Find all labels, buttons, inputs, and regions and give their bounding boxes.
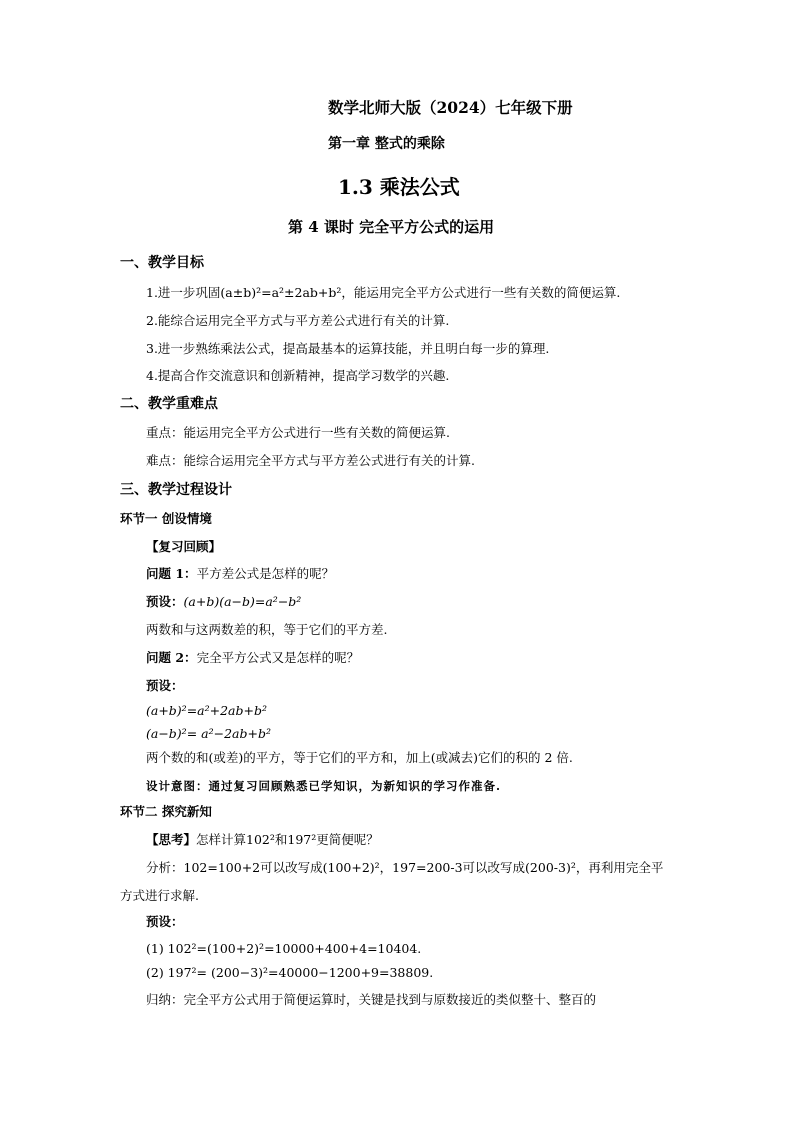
- preset-2-label: 预设：: [146, 678, 184, 693]
- explanation-2: 两个数的和(或差)的平方，等于它们的平方和，加上(或减去)它们的积的 2 倍.: [146, 750, 573, 765]
- preset-1-label: 预设：: [146, 594, 184, 609]
- question-2: [146, 650, 359, 666]
- review-label: 【复习回顾】: [146, 539, 222, 554]
- question-1-label: 问题 1：: [146, 566, 197, 581]
- question-1: [146, 566, 334, 582]
- process-heading: 三、教学过程设计: [120, 482, 232, 498]
- objective-item: 2.能综合运用完全平方式与平方差公式进行有关的计算.: [146, 313, 450, 328]
- step2-title: 环节二 探究新知: [120, 804, 212, 819]
- explanation-1: 两数和与这两数差的积，等于它们的平方差.: [146, 622, 388, 637]
- objective-item: 4.提高合作交流意识和创新精神，提高学习数学的兴趣.: [146, 368, 450, 383]
- think-line: [146, 832, 379, 848]
- preset-1-formula: (a+b)(a−b)=a²−b²: [183, 594, 302, 609]
- section-title: 1.3 乘法公式: [338, 175, 460, 199]
- objective-item: 3.进一步熟练乘法公式，提高最基本的运算技能，并且明白每一步的算理.: [146, 341, 550, 356]
- question-1-text: 平方差公式是怎样的呢？: [196, 566, 335, 581]
- key-points-heading: 二、教学重难点: [120, 396, 218, 412]
- preset-3-label: 预设：: [146, 914, 184, 929]
- formula-sum-square: (a+b)²=a²+2ab+b²: [146, 703, 267, 718]
- formula-diff-square: (a−b)²= a²−2ab+b²: [146, 726, 271, 741]
- think-label: 【思考】: [146, 832, 197, 847]
- question-2-label: 问题 2：: [146, 650, 197, 665]
- objective-item: 1.进一步巩固(a±b)²=a²±2ab+b²，能运用完全平方公式进行一些有关数的简便运算.: [146, 285, 621, 300]
- key-point: 重点：能运用完全平方公式进行一些有关数的简便运算.: [146, 425, 450, 440]
- analysis-line-2: 方式进行求解.: [120, 888, 199, 903]
- lesson-title: 第 4 课时 完全平方公式的运用: [288, 218, 495, 236]
- step1-title: 环节一 创设情境: [120, 511, 212, 526]
- preset-1: [146, 594, 301, 610]
- objectives-heading: 一、教学目标: [120, 255, 204, 271]
- think-text: 怎样计算102²和197²更简便呢？: [196, 832, 379, 847]
- calculation-2: (2) 197²= (200−3)²=40000−1200+9=38809.: [146, 965, 434, 980]
- calculation-1: (1) 102²=(100+2)²=10000+400+4=10404.: [146, 941, 422, 956]
- book-title: 数学北师大版（2024）七年级下册: [328, 98, 573, 117]
- chapter-title: 第一章 整式的乘除: [328, 136, 445, 152]
- difficult-point: 难点：能综合运用完全平方式与平方差公式进行有关的计算.: [146, 453, 475, 468]
- summary-line: 归纳：完全平方公式用于简便运算时，关键是找到与原数接近的类似整十、整百的: [146, 992, 597, 1007]
- question-2-text: 完全平方公式又是怎样的呢？: [196, 650, 360, 665]
- analysis-line-1: 分析：102=100+2可以改写成(100+2)²，197=200-3可以改写成(200-3)²，再利用完全平: [146, 860, 664, 875]
- design-intent: 设计意图：通过复习回顾熟悉已学知识，为新知识的学习作准备.: [146, 779, 502, 793]
